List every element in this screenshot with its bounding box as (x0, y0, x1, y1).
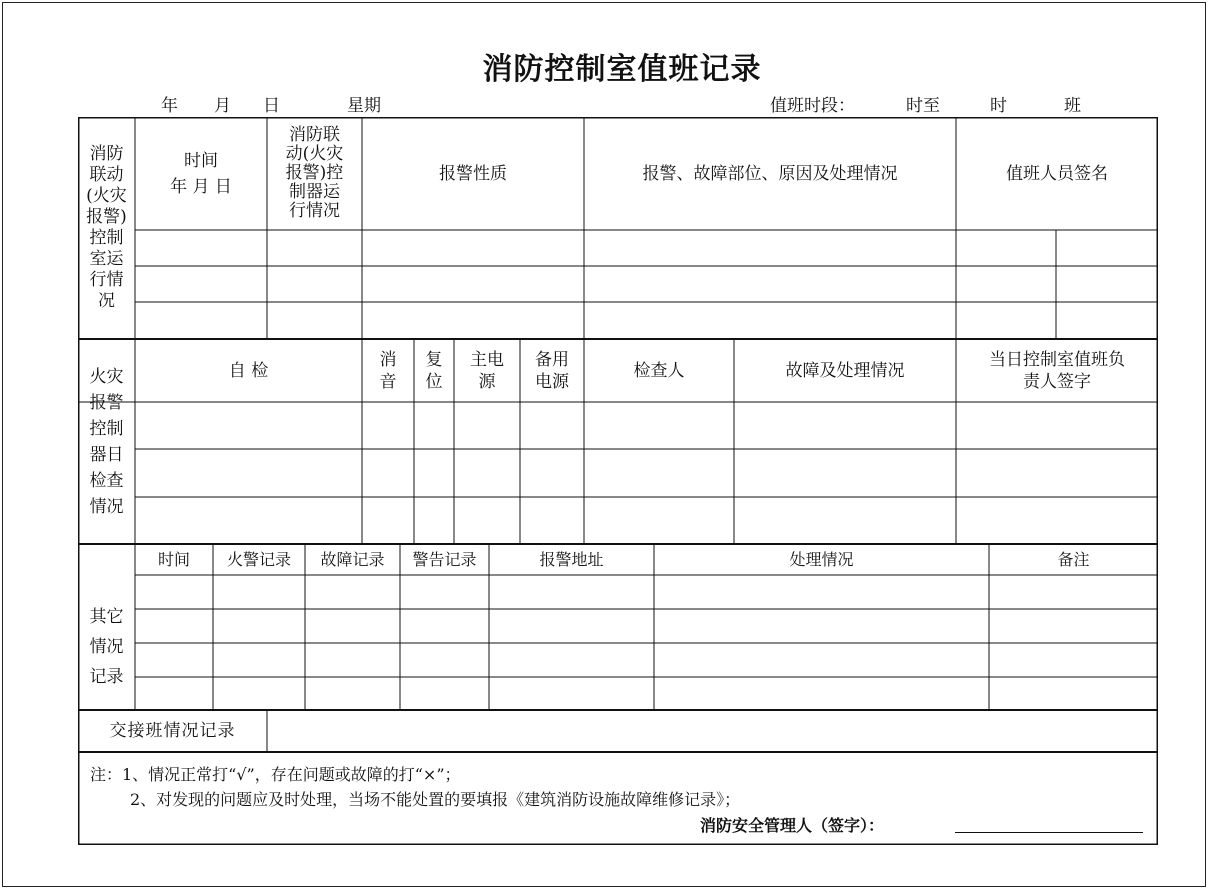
s3-col-fault: 故障记录 (320, 549, 385, 569)
shift-hour-label: 时 (990, 96, 1007, 116)
s1-col-signature: 值班人员签名 (1006, 163, 1108, 184)
s1-col-time: 时间 年 月 日 (170, 150, 232, 197)
s3-col-fire: 火警记录 (226, 549, 291, 569)
s1-col-run-status: 消防联 动(火灾 报警)控 制器运 行情况 (285, 125, 344, 221)
section1-label: 消防 联动 (火灾 报警) 控制 室运 行情 况 (86, 144, 127, 311)
handover-label: 交接班情况记录 (109, 721, 236, 741)
handover-field[interactable] (267, 710, 1158, 752)
duty-record-table (78, 117, 1158, 845)
s1-col-alarm-nature: 报警性质 (439, 163, 507, 184)
section2-label: 火灾 报警 控制 器日 检查 情况 (89, 366, 124, 517)
note-line-2: 2、对发现的问题应及时处理，当场不能处置的要填报《建筑消防设施故障维修记录》； (130, 790, 741, 809)
date-weekday-label: 星期 (347, 96, 381, 116)
date-day-label: 日 (263, 96, 280, 116)
note-line-1: 注：1、情况正常打“√”，存在问题或故障的打“×”； (90, 765, 461, 784)
s2-col-fault: 故障及处理情况 (785, 360, 905, 381)
s2-col-backup-power: 备用 电源 (535, 349, 569, 392)
date-year-label: 年 (161, 96, 178, 116)
s3-col-remark: 备注 (1057, 549, 1090, 569)
s2-col-leader-sign: 当日控制室值班负 责人签字 (989, 349, 1125, 392)
s3-col-handling: 处理情况 (789, 549, 854, 569)
page-title: 消防控制室值班记录 (482, 52, 762, 87)
s3-col-address: 报警地址 (539, 549, 604, 569)
s1-col-location: 报警、故障部位、原因及处理情况 (642, 163, 898, 184)
s3-col-warning: 警告记录 (412, 549, 477, 569)
s2-col-silence: 消 音 (379, 349, 397, 392)
shift-label: 班 (1064, 96, 1081, 116)
s2-col-inspector: 检查人 (633, 360, 685, 381)
shift-hour-to-label: 时至 (906, 96, 940, 116)
section3-label: 其它 情况 记录 (89, 607, 124, 687)
signature-label: 消防安全管理人（签字）： (700, 816, 885, 835)
s2-col-selfcheck: 自 检 (228, 360, 269, 381)
signature-line[interactable] (955, 832, 1143, 833)
date-month-label: 月 (214, 96, 231, 116)
s2-col-reset: 复 位 (425, 349, 443, 392)
s3-col-time: 时间 (157, 549, 190, 569)
s2-col-main-power: 主电 源 (470, 349, 504, 392)
shift-period-label: 值班时段： (770, 96, 855, 116)
